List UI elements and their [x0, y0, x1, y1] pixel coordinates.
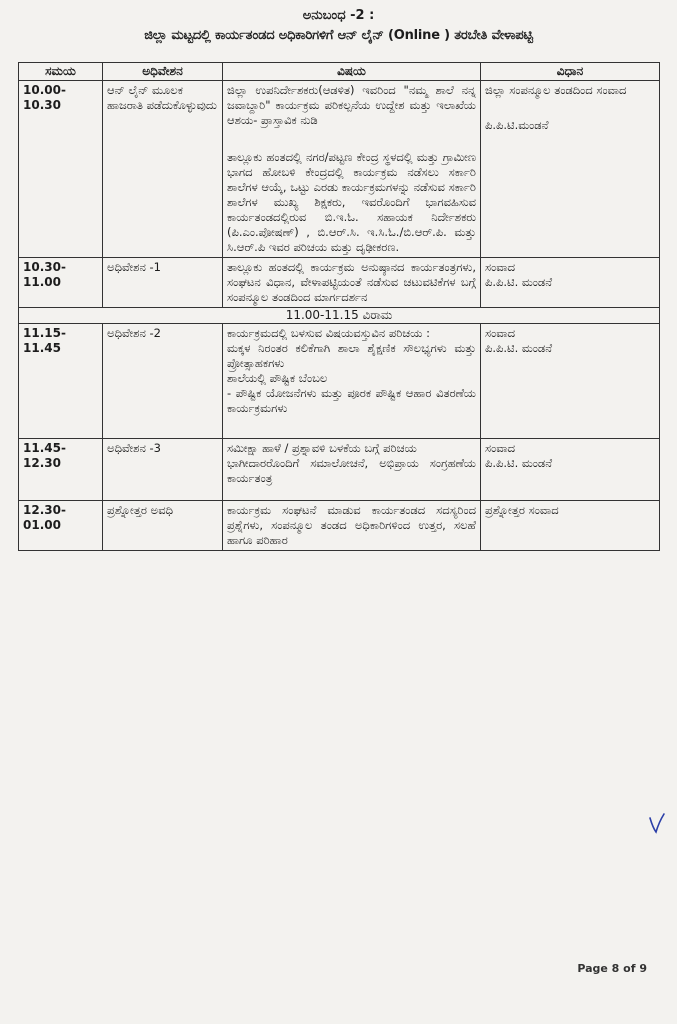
session-cell: ಅಧಿವೇಶನ -3: [103, 439, 223, 501]
table-row: [19, 324, 660, 439]
method-text: ಪಿ.ಪಿ.ಟಿ. ಮಂಡನೆ: [485, 341, 553, 355]
method-text: ಪ್ರಶ್ನೋತ್ತರ ಸಂವಾದ: [485, 503, 559, 517]
method-text: ಸಂವಾದ: [485, 441, 516, 455]
time-text: 11.15- 11.45: [23, 326, 66, 355]
session-cell: ಅಧಿವೇಶನ -1: [103, 258, 223, 308]
subject-text: ತಾಲ್ಲೂಕು ಹಂತದಲ್ಲಿ ಕಾರ್ಯಕ್ರಮ ಅನುಷ್ಠಾನದ ಕಾರ್ಯತಂತ್ರಗಳು, ಸಂಘಟನ ವಿಧಾನ, ವೇಳಾಪಟ್ಟಿಯಂತೆ ನಡೆಸುವ ಚಟುವಟಿಕೆಗಳ ಬಗ್ಗೆ ಸಂಪನ್ಮೂಲ ತಂಡದಿಂದ ಮಾರ್ಗದರ್ಶನ: [227, 260, 476, 304]
session-cell: ಅಧಿವೇಶನ -2: [103, 324, 223, 439]
table-row: [19, 81, 660, 258]
table-row: [19, 439, 660, 501]
annex-label: ಅನುಬಂಧ -2 :: [302, 8, 375, 23]
column-header-time: ಸಮಯ: [19, 63, 103, 81]
break-row: [19, 308, 660, 324]
time-text: 11.45- 12.30: [23, 441, 66, 470]
subject-cell: [223, 258, 481, 308]
break-text: 11.00-11.15 ವಿರಾಮ: [19, 308, 660, 324]
page-number: Page 8 of 9: [577, 962, 647, 975]
time-cell: [19, 81, 103, 258]
subject-text: ಮಕ್ಕಳ ನಿರಂತರ ಕಲಿಕೆಗಾಗಿ ಶಾಲಾ ಶೈಕ್ಷಣಿಕ ಸೌಲಭ್ಯಗಳು ಮತ್ತು ಪ್ರೋತ್ಸಾಹಕಗಳು: [227, 341, 476, 370]
subject-cell: [223, 501, 481, 551]
time-text: 12.30- 01.00: [23, 503, 66, 532]
time-text: 10.30- 11.00: [23, 260, 66, 289]
method-text: ಸಂವಾದ: [485, 326, 516, 340]
subject-cell: [223, 324, 481, 439]
column-header-session: ಅಧಿವೇಶನ: [103, 63, 223, 81]
method-cell: [481, 258, 660, 308]
time-text: 10.00- 10.30: [23, 83, 66, 112]
table-row: [19, 501, 660, 551]
subject-text: ಸಮೀಕ್ಷಾ ಹಾಳೆ / ಪ್ರಶ್ನಾವಳಿ ಬಳಕೆಯ ಬಗ್ಗೆ ಪರಿಚಯ: [227, 441, 417, 455]
time-cell: [19, 324, 103, 439]
session-cell: ಆನ್ ಲೈನ್ ಮೂಲಕ ಹಾಜರಾತಿ ಪಡೆದುಕೊಳ್ಳುವುದು: [103, 81, 223, 258]
method-text: ಸಂವಾದ: [485, 260, 516, 274]
method-text: ಪಿ.ಪಿ.ಟಿ. ಮಂಡನೆ: [485, 275, 553, 289]
method-cell: [481, 81, 660, 258]
subject-text: ತಾಲ್ಲೂಕು ಹಂತದಲ್ಲಿ ನಗರ/ಪಟ್ಟಣ ಕೇಂದ್ರ ಸ್ಥಳದಲ್ಲಿ ಮತ್ತು ಗ್ರಾಮೀಣ ಭಾಗದ ಹೋಬಳಿ ಕೇಂದ್ರದಲ್ಲಿ ಕಾರ್ಯಕ್ರಮ ನಡೆಸಲು ಸರ್ಕಾರಿ ಶಾಲೆಗಳ ಆಯ್ಕೆ, ಒಟ್ಟು ಎರಡು ಕಾರ್ಯಕ್ರಮಗಳನ್ನು ನಡೆಸುವ ಸರ್ಕಾರಿ ಶಾಲೆಗಳ ಮುಖ್ಯ ಶಿಕ್ಷಕರು, ಇವರೊಂದಿಗೆ ಭಾಗವಹಿಸುವ ಕಾರ್ಯತಂಡದಲ್ಲಿರುವ ಬಿ.ಇ.ಓ. ಸಹಾಯಕ ನಿರ್ದೇಶಕರು (ಪಿ.ಎಂ.ಪೋಷಣ್) , ಬಿ.ಆರ್.ಸಿ. ಇ.ಸಿ.ಓ./ಬಿ.ಆರ್.ಪಿ. ಮತ್ತು ಸಿ.ಆರ್.ಪಿ ಇವರ ಪರಿಚಯ ಮತ್ತು ದೃಢೀಕರಣ.: [227, 150, 476, 254]
time-cell: [19, 258, 103, 308]
subject-text: ಭಾಗೀದಾರರೊಂದಿಗೆ ಸಮಾಲೋಚನೆ, ಅಭಿಪ್ರಾಯ ಸಂಗ್ರಹಣೆಯ ಕಾರ್ಯತಂತ್ರ: [227, 456, 476, 485]
subject-cell: [223, 81, 481, 258]
method-cell: [481, 324, 660, 439]
subject-text: - ಪೌಷ್ಟಿಕ ಯೋಜನೆಗಳು ಮತ್ತು ಪೂರಕ ಪೌಷ್ಟಿಕ ಆಹಾರ ವಿತರಣೆಯ ಕಾರ್ಯಕ್ರಮಗಳು: [227, 386, 476, 415]
table-row: [19, 258, 660, 308]
subject-text: ಕಾರ್ಯಕ್ರಮ ಸಂಘಟನೆ ಮಾಡುವ ಕಾರ್ಯತಂಡದ ಸದಸ್ಯರಿಂದ ಪ್ರಶ್ನೆಗಳು, ಸಂಪನ್ಮೂಲ ತಂಡದ ಅಧಿಕಾರಿಗಳಿಂದ ಉತ್ತರ, ಸಲಹೆ ಹಾಗೂ ಪರಿಹಾರ: [227, 503, 476, 547]
subject-text: ಕಾರ್ಯಕ್ರಮದಲ್ಲಿ ಬಳಸುವ ವಿಷಯವಸ್ತುವಿನ ಪರಿಚಯ :: [227, 326, 431, 340]
method-cell: [481, 501, 660, 551]
method-text: ಜಿಲ್ಲಾ ಸಂಪನ್ಮೂಲ ತಂಡದಿಂದ ಸಂವಾದ: [485, 83, 627, 97]
method-text: ಪಿ.ಪಿ.ಟಿ. ಮಂಡನೆ: [485, 456, 553, 470]
method-cell: [481, 439, 660, 501]
document-title: ಜಿಲ್ಲಾ ಮಟ್ಟದಲ್ಲಿ ಕಾರ್ಯತಂಡದ ಅಧಿಕಾರಿಗಳಿಗೆ ಆನ್ ಲೈನ್ (Online ) ತರಬೇತಿ ವೇಳಾಪಟ್ಟಿ: [144, 28, 533, 43]
session-cell: ಪ್ರಶ್ನೋತ್ತರ ಅವಧಿ: [103, 501, 223, 551]
subject-text: ಜಿಲ್ಲಾ ಉಪನಿರ್ದೇಶಕರು(ಆಡಳಿತ) ಇವರಿಂದ "ನಮ್ಮ ಶಾಲೆ ನನ್ನ ಜವಾಬ್ದಾರಿ" ಕಾರ್ಯಕ್ರಮ ಪರಿಕಲ್ಪನೆಯ ಉದ್ದೇಶ ಮತ್ತು ಇಲಾಖೆಯ ಆಶಯ- ಪ್ರಾಸ್ತಾವಿಕ ನುಡಿ: [227, 83, 476, 127]
column-header-subject: ವಿಷಯ: [223, 63, 481, 81]
checkmark-icon: [648, 812, 666, 834]
subject-cell: [223, 439, 481, 501]
subject-text: ಶಾಲೆಯಲ್ಲಿ ಪೌಷ್ಟಿಕ ಬೆಂಬಲ: [227, 371, 328, 385]
column-header-method: ವಿಧಾನ: [481, 63, 660, 81]
schedule-table: [18, 62, 660, 551]
table-header-row: [19, 63, 660, 81]
time-cell: [19, 501, 103, 551]
time-cell: [19, 439, 103, 501]
method-text: ಪಿ.ಪಿ.ಟಿ.ಮಂಡನೆ: [485, 118, 549, 132]
